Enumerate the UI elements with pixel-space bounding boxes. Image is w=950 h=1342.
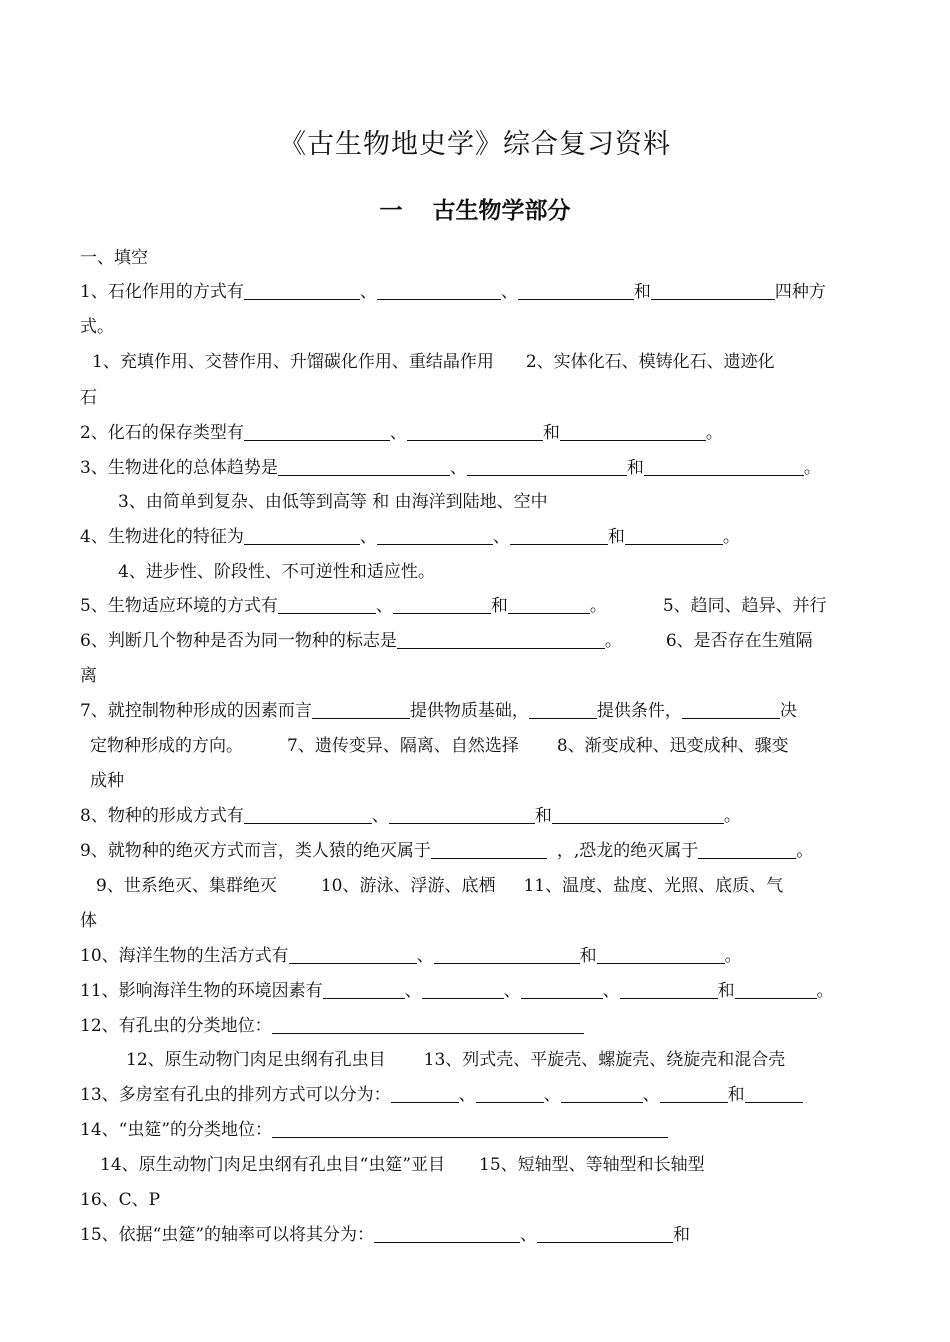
answer-3: 3、由简单到复杂、由低等到高等 和 由海洋到陆地、空中: [118, 492, 548, 512]
question-7: 7、就控制物种形成的因素而言 提供物质基础， 提供条件， 决: [80, 701, 797, 721]
blank[interactable]: [560, 423, 706, 441]
answer-6: 6、是否存在生殖隔: [665, 631, 813, 651]
question-14: 14、“虫筵”的分类地位：: [80, 1118, 668, 1142]
question-5: 5、生物适应环境的方式有 、 和 。 5、趋同、趋异、并行: [80, 596, 827, 616]
answer-16: 16、C、P: [80, 1190, 161, 1210]
blank[interactable]: [244, 527, 360, 545]
answer-7: 7、遗传变异、隔离、自然选择: [287, 736, 519, 756]
blank[interactable]: [377, 527, 493, 545]
blank[interactable]: [651, 282, 775, 300]
question-9: 9、就物种的绝灭方式而言，类人猿的绝灭属于 ，,恐龙的绝灭属于 。: [80, 841, 814, 861]
answer-6-cont: 离: [80, 666, 97, 686]
answer-4: 4、进步性、阶段性、不可逆性和适应性。: [118, 562, 435, 582]
question-1: 1、石化作用的方式有 、 、 和 四种方: [80, 282, 826, 302]
blank[interactable]: [278, 458, 450, 476]
blank[interactable]: [323, 981, 405, 999]
answer-10: 10、游泳、浮游、底栖: [320, 876, 496, 896]
blank[interactable]: [735, 981, 817, 999]
blank[interactable]: [561, 1085, 643, 1103]
blank[interactable]: [244, 282, 360, 300]
blank[interactable]: [374, 1225, 520, 1243]
answer-11-cont: 体: [80, 911, 97, 931]
part-heading: 一、填空: [80, 248, 148, 268]
blank[interactable]: [682, 701, 780, 719]
blank[interactable]: [278, 596, 376, 614]
blank[interactable]: [625, 527, 723, 545]
blank[interactable]: [644, 458, 804, 476]
blank[interactable]: [620, 981, 718, 999]
question-2: 2、化石的保存类型有 、 和 。: [80, 423, 723, 443]
blank[interactable]: [521, 981, 603, 999]
answer-13: 13、列式壳、平旋壳、螺旋壳、绕旋壳和混合壳: [423, 1050, 786, 1070]
answer-8: 8、渐变成种、迅变成种、骤变: [556, 736, 789, 756]
answer-1: 1、充填作用、交替作用、升馏碳化作用、重结晶作用 2、实体化石、模铸化石、遗迹化: [92, 352, 775, 372]
answer-9: 9、世系绝灭、集群绝灭 10、游泳、浮游、底栖 11、温度、盐度、光照、底质、气: [96, 876, 784, 896]
blank[interactable]: [422, 981, 504, 999]
question-12: 12、有孔虫的分类地位：: [80, 1014, 584, 1038]
blank[interactable]: [312, 701, 410, 719]
blank[interactable]: [272, 1120, 668, 1138]
answer-15: 15、短轴型、等轴型和长轴型: [479, 1155, 705, 1175]
blank[interactable]: [244, 423, 390, 441]
blank[interactable]: [745, 1085, 803, 1103]
section-number: 一: [379, 198, 403, 224]
question-4: 4、生物进化的特征为 、 、 和 。: [80, 527, 740, 547]
question-6: 6、判断几个物种是否为同一物种的标志是 。 6、是否存在生殖隔: [80, 631, 813, 651]
blank[interactable]: [518, 282, 634, 300]
question-1-cont: 式。: [80, 317, 114, 337]
blank[interactable]: [660, 1085, 728, 1103]
blank[interactable]: [391, 1085, 459, 1103]
question-15: 15、依据“虫筵”的轴率可以将其分为： 、 和: [80, 1225, 691, 1245]
blank[interactable]: [510, 527, 608, 545]
blank[interactable]: [476, 1085, 544, 1103]
blank[interactable]: [508, 596, 590, 614]
blank[interactable]: [434, 946, 580, 964]
answer-1-cont: 石: [80, 388, 97, 408]
blank[interactable]: [698, 841, 796, 859]
blank[interactable]: [244, 806, 372, 824]
answer-11: 11、温度、盐度、光照、底质、气: [523, 876, 784, 896]
document-title: 《古生物地史学》综合复习资料: [279, 129, 671, 160]
question-3: 3、生物进化的总体趋势是 、 和 。: [80, 458, 821, 478]
blank[interactable]: [537, 1225, 673, 1243]
answer-8-cont: 成种: [90, 771, 124, 791]
blank[interactable]: [529, 701, 597, 719]
blank[interactable]: [467, 458, 627, 476]
blank[interactable]: [289, 946, 417, 964]
question-11: 11、影响海洋生物的环境因素有 、 、 、 和 。: [80, 981, 834, 1001]
blank[interactable]: [272, 1016, 584, 1034]
answer-5: 5、趋同、趋异、并行: [662, 596, 827, 616]
blank[interactable]: [431, 841, 547, 859]
answer-14: 14、原生动物门肉足虫纲有孔虫目“虫筵”亚目 15、短轴型、等轴型和长轴型: [100, 1155, 705, 1175]
question-13: 13、多房室有孔虫的排列方式可以分为： 、 、 、 和: [80, 1083, 803, 1107]
blank[interactable]: [552, 806, 724, 824]
question-10: 10、海洋生物的生活方式有 、 和 。: [80, 946, 742, 966]
blank[interactable]: [393, 596, 491, 614]
blank[interactable]: [377, 282, 501, 300]
question-7-cont: 定物种形成的方向。 7、遗传变异、隔离、自然选择 8、渐变成种、迅变成种、骤变: [90, 736, 789, 756]
blank[interactable]: [397, 631, 605, 649]
blank[interactable]: [407, 423, 543, 441]
section-name: 古生物学部分: [432, 198, 571, 224]
question-8: 8、物种的形成方式有 、 和 。: [80, 806, 741, 826]
blank[interactable]: [389, 806, 535, 824]
blank[interactable]: [597, 946, 725, 964]
answer-12: 12、原生动物门肉足虫纲有孔虫目 13、列式壳、平旋壳、螺旋壳、绕旋壳和混合壳: [126, 1050, 786, 1070]
section-heading: [0, 192, 950, 225]
